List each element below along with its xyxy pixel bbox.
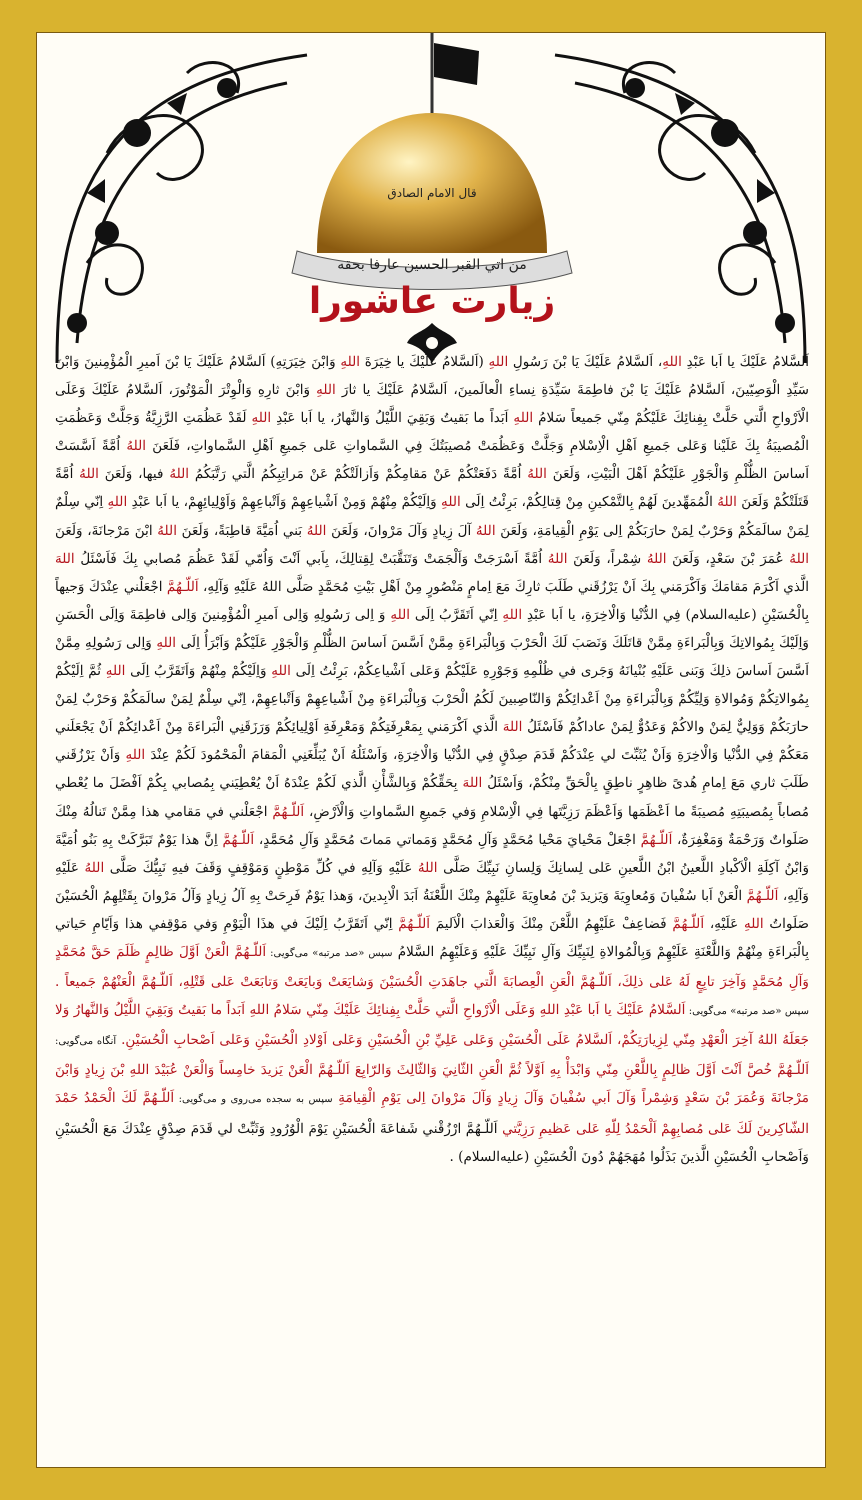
body-text: اجْعَلْ مَحْيايَ مَحْيا مُحَمَّدٍ وَآلِ مُحَمَّدٍ وَمَماتي مَماتَ مُحَمَّدٍ وَآلِ مُحَمَّدٍ،	[254, 831, 641, 848]
body-text: عَلَيْهِ وَآلِهِ في كُلِّ مَوْطِنٍ وَمَوْقِفٍ وَقَفَ فيهِ نَبِيُّكَ صَلَّى	[104, 859, 418, 876]
highlighted-text: اللهُ	[789, 550, 809, 567]
body-text: الَّذي اَكْرَمَ مَقامَكَ وَاَكْرَمَني بِكَ اَنْ يَرْزُقَني طَلَبَ ثارِكَ مَعَ اِمامٍ مَنْصُورٍ مِنْ اَهْلِ بَيْتِ مُحَمَّدٍ صَلَّى اللهُ عَلَيْهِ وَآلِهِ،	[198, 578, 809, 595]
dome-top-calligraphy: قال الامام الصادق	[387, 186, 477, 200]
highlighted-text: اللهُ	[417, 859, 438, 876]
highlighted-text: اللهِ	[662, 354, 682, 370]
body-text: ثُمَّ اِلَيْكُمْ بِمُوالاتِكُمْ وَمُوالاةِ وَلِيِّكُمْ وَبِالْبَراءَةِ مِنْ اَعْدائِكُمْ وَالنّاصِبينَ لَكُمُ الْحَرْبَ وَبِالْبَراءَةِ مِنْ اَشْياعِهِمْ وَاَتْباعِهِمْ، اِنّي سِلْمٌ لِمَنْ سالَمَكُمْ وَحَرْبٌ لِمَنْ حارَبَكُمْ وَوَلِيٌّ لِمَنْ والاكُمْ وَعَدُوٌّ لِمَنْ عاداكُمْ فَاَسْئَلُ	[55, 663, 809, 736]
body-text: بَني اُمَيَّةَ قاطِبَةً، وَلَعَنَ	[176, 522, 307, 539]
highlighted-text: اللهُ	[547, 550, 568, 567]
body-text: اَلسَّلامُ عَلَيْكَ يا اَبا عَبْدِ	[681, 354, 809, 370]
highlighted-text: اللهِ	[125, 747, 146, 764]
highlighted-text: اللهَ	[502, 719, 523, 736]
highlighted-text: اللهِ	[316, 382, 336, 399]
body-text: وَاِلَيْكُمْ مِنْهُمْ وَاَتَقَرَّبُ اِلَى	[125, 663, 272, 680]
body-text: فَضاعِفْ عَلَيْهِمُ اللَّعْنَ مِنْكَ وَالْعَذابَ الْاَليمَ	[430, 915, 673, 932]
body-text: وَاَنْ يَرْزُقَني طَلَبَ ثاري مَعَ اِمامِ هُدىً ظاهِرٍ ناطِقٍ بِالْحَقِّ مِنْكُمْ، وَاَسْئَلُ	[55, 747, 809, 792]
body-text: (اَلسَّلامُ عَلَيْكَ يا خِيَرَةَ	[360, 354, 489, 370]
body-text: فيها، وَلَعَنَ	[98, 466, 170, 483]
highlighted-text: اللهِ	[105, 663, 126, 680]
highlighted-text: اللهُ	[169, 466, 190, 483]
highlighted-text: اَللّـهُمَّ	[640, 831, 673, 848]
highlighted-text: اللهِ	[488, 354, 509, 370]
highlighted-text: اللهِ	[441, 494, 461, 511]
page-title: زيارت عاشورا	[308, 281, 556, 322]
instruction-note: سپس «صد مرتبه» مى‌گويى:	[266, 947, 393, 959]
highlighted-text: اللهِ	[340, 354, 361, 370]
body-text: وَاِلَيْكُمْ مِنْهُمْ وَمِنْ اَشْياعِهِمْ وَاَتْباعِهِمْ وَاَوْلِيائِهِمْ، يا اَبا عَبْدِ	[127, 494, 442, 511]
highlighted-text: اَللّـهُمَّ لَكَ الْحَمْدُ حَمْدَ الشّاكِرينَ لَكَ عَلى مُصابِهِمْ اَلْحَمْدُ لِلّهِ عَلى عَظيمِ رَزِيَّتي	[55, 1090, 809, 1137]
instruction-note: سپس به سجده مى‌روى و مى‌گويى:	[174, 1094, 333, 1106]
body-text: ، اَلسَّلامُ عَلَيْكَ يَا بْنَ رَسُولِ	[508, 354, 663, 370]
highlighted-text: اللهِ	[502, 606, 523, 623]
highlighted-text: اَللّـهُمَّ الْعَنْ اَوَّلَ ظالِمٍ ظَلَمَ حَقَّ مُحَمَّدٍ وَآلِ مُحَمَّدٍ وَآخِرَ تابِعٍ لَهُ عَلى ذلِكَ، اَللّـهُمَّ الْعَنِ الْعِصابَةَ الَّتي جاهَدَتِ الْحُسَيْنَ وَشايَعَتْ وَبايَعَتْ وَتابَعَتْ عَلى قَتْلِهِ، اَللّـهُمَّ الْعَنْهُمْ جَميعاً .	[55, 943, 809, 991]
highlighted-text: اللهِ	[743, 915, 764, 932]
body-text: الْعَنْ اَبا سُفْيانَ وَمُعاوِيَةَ وَيَزيدَ بْنَ مُعاوِيَةَ عَلَيْهِمْ مِنْكَ اللَّعْنَةُ اَبَدَ الْابِدينَ، وَهذا يَوْمٌ فَرِحَتْ بِهِ آلُ زِيادٍ وَآلُ مَرْوانَ بِقَتْلِهِمُ الْحُسَيْنَ صَلَواتُ	[55, 887, 809, 932]
body-text: اِنّي اَتَقَرَّبُ اِلَى	[410, 606, 503, 623]
highlighted-text: اللهُ	[126, 438, 147, 455]
highlighted-text: اَللّـهُمَّ	[166, 578, 199, 595]
highlighted-text: اَلسَّلامُ عَلَيْكَ يا اَبا عَبْدِ اللهِ وَعَلَى الْاَرْواحِ الَّتي حَلَّتْ بِفِنائِكَ عَلَيْكَ مِنّي سَلامُ اللهِ اَبَداً ما بَقيتُ وَبَقِيَ اللَّيْلُ وَالنَّهارُ وَلا جَعَلَهُ اللهُ آخِرَ الْعَهْدِ مِنّي لِزِيارَتِكُمْ، اَلسَّلامُ عَلَى الْحُسَيْنِ وَعَلى عَلِيِّ بْنِ الْحُسَيْنِ وَعَلى اَوْلادِ الْحُسَيْنِ وَعَلى اَصْحابِ الْحُسَيْنِ.	[55, 1002, 809, 1049]
body-text: عَلَيْهِ وَآلِهِ،	[55, 859, 809, 904]
body-text: اجْعَلْني في مَقامي هذا مِمَّنْ تَنالُهُ مِنْكَ صَلَواتٌ وَرَحْمَةٌ وَمَغْفِرَةٌ،	[55, 803, 809, 848]
highlighted-text: اَللّـهُمَّ	[672, 915, 705, 932]
body-text: اُمَّةً اَسْرَجَتْ وَاَلْجَمَتْ وَتَنَقَّبَتْ لِقِتالِكَ، بِاَبي اَنْتَ وَاُمّي لَقَدْ عَظُمَ مُصابي بِكَ فَاَسْئَلُ	[74, 550, 548, 567]
highlighted-text: اللهَ	[462, 775, 483, 792]
body-text: اجْعَلْني عِنْدَكَ وَجيهاً بِالْحُسَيْنِ (عليه‌السلام) فِي الدُّنْيا وَالْاخِرَةِ، يا اَبا عَبْدِ	[55, 578, 809, 623]
highlighted-text: اللهُ	[84, 859, 105, 876]
body-text: لَقَدْ عَظُمَتِ الرَّزِيَّةُ وَجَلَّتْ وَعَظُمَتِ الْمُصيبَةُ بِكَ عَلَيْنا وَعَلى جَميعِ اَهْلِ الْاِسْلامِ وَجَلَّتْ وَعَظُمَتْ مُصيبَتُكَ فِي السَّماواتِ عَلى جَميعِ اَهْلِ السَّماواتِ، فَلَعَنَ	[55, 410, 809, 455]
body-text: اِنَّ هذا يَوْمٌ تَبَرَّكَتْ بِهِ بَنُو اُمَيَّةَ وَابْنُ آكِلَةِ الْاَكْبادِ اللَّعينُ ابْنُ اللَّعينِ عَلى لِسانِكَ وَلِسانِ نَبِيِّكَ صَلَّى	[55, 831, 809, 876]
body-text: الَّذي اَكْرَمَني بِمَعْرِفَتِكُمْ وَمَعْرِفَةِ اَوْلِيائِكُمْ وَرَزَقَنِي الْبَراءَةَ مِنْ اَعْدائِكُمْ اَنْ يَجْعَلَني مَعَكُمْ فِي الدُّنْيا وَالْاخِرَةِ وَاَنْ يُثَبِّتَ لي عِنْدَكُمْ قَدَمَ صِدْقٍ فِي الدُّنْيا وَالْاخِرَةِ، وَاَسْئَلُهُ اَنْ يُبَلِّغَنِي الْمَقامَ الْمَحْمُودَ لَكُمْ عِنْدَ	[55, 719, 809, 764]
body-text: اُمَّةً قَتَلَتْكُمْ وَلَعَنَ	[55, 466, 809, 511]
body-text: وَابْنَ خِيَرَتِهِ) اَلسَّلامُ عَلَيْكَ يَا بْنَ اَميرِ الْمُؤْمِنينَ وَابْنَ سَيِّدِ الْوَصِيّينَ، اَلسَّلامُ عَلَيْكَ يَا بْنَ فاطِمَةَ سَيِّدَةِ نِساءِ الْعالَمينَ، اَلسَّلامُ عَلَيْكَ يا ثارَ	[55, 354, 809, 399]
instruction-note: آنگاه مى‌گويى:	[55, 1036, 117, 1048]
highlighted-text: اللهِ	[271, 663, 291, 680]
body-text: بِحَقِّكُمْ وَبِالشَّأْنِ الَّذي لَكُمْ عِنْدَهُ اَنْ يُعْطِيَني بِمُصابي بِكُمْ اَفْضَلَ ما يُعْطي مُصاباً بِمُصيبَتِهِ مُصيبَةً ما اَعْظَمَها وَاَعْظَمَ رَزِيَّتَها فِي الْاِسْلامِ وَفي جَميعِ السَّماواتِ وَالْاَرْضِ،	[55, 775, 809, 820]
body-text: وَابْنَ ثارِهِ وَالْوِتْرَ الْمَوْتُورَ، اَلسَّلامُ عَلَيْكَ وَعَلَى الْاَرْواحِ الَّتي حَلَّتْ بِفِنائِكَ عَلَيْكُمْ مِنّي جَميعاً سَلامُ	[55, 382, 809, 427]
highlighted-text: اَللّـهُمَّ خُصَّ اَنْتَ اَوَّلَ ظالِمٍ بِاللَّعْنِ مِنّي وَابْدَأْ بِهِ اَوَّلاً ثُمَّ الْعَنِ الثّانِيَ وَالثّالِثَ وَالرّابِعَ اَللّـهُمَّ الْعَنْ يَزيدَ خامِساً وَالْعَنْ عُبَيْدَ اللهِ بْنَ زِيادٍ وَابْنَ مَرْجانَةَ وَعُمَرَ بْنَ سَعْدٍ وَشِمْراً وَآلَ اَبي سُفْيانَ وَآلَ زِيادٍ وَآلَ مَرْوانَ اِلى يَوْمِ الْقِيامَةِ	[55, 1062, 809, 1107]
highlighted-text: اللهُ	[306, 522, 327, 539]
highlighted-text: اللهَ	[55, 550, 75, 567]
highlighted-text: اللهُ	[646, 550, 667, 567]
body-text: عُمَرَ بْنَ سَعْدٍ، وَلَعَنَ	[666, 550, 790, 567]
body-text: اِنّي اَتَقَرَّبُ اِلَيْكَ في هذَا الْيَوْمِ وَفي مَوْقِفي هذا وَاَيّامِ حَياتي بِالْبَراءَةِ مِنْهُمْ وَاللَّعْنَةِ عَلَيْهِمْ وَبِالْمُوالاةِ لِنَبِيِّكَ وَآلِ نَبِيِّكَ عَلَيْهِ وَعَلَيْهِمُ السَّلامُ	[55, 915, 809, 960]
highlighted-text: اللهُ	[157, 522, 177, 539]
body-text: اَبَداً ما بَقيتُ وَبَقِيَ اللَّيْلُ وَالنَّهارُ، يا اَبا عَبْدِ	[271, 410, 514, 427]
body-text: اِنّي سِلْمٌ لِمَنْ سالَمَكُمْ وَحَرْبٌ لِمَنْ حارَبَكُمْ اِلى يَوْمِ الْقِيامَةِ، وَلَعَنَ	[55, 494, 809, 539]
body-text: ابْنَ مَرْجانَةَ، وَلَعَنَ	[55, 522, 158, 539]
instruction-note: سپس «صد مرتبه» مى‌گويى:	[685, 1006, 809, 1018]
highlighted-text: اللهِ	[156, 634, 177, 651]
highlighted-text: اللهُ	[717, 494, 737, 511]
highlighted-text: اَللّـهُمَّ	[398, 915, 430, 932]
highlighted-text: اللهُ	[79, 466, 99, 483]
black-flag-icon	[434, 43, 479, 85]
highlighted-text: اللهِ	[107, 494, 128, 511]
content-panel	[36, 32, 826, 1468]
highlighted-text: اللهِ	[251, 410, 272, 427]
body-text: آلَ زِيادٍ وَآلَ مَرْوانَ، وَلَعَنَ	[326, 522, 476, 539]
dome-band-calligraphy: من اتي القبر الحسين عارفا بحقه	[337, 257, 527, 273]
body-text: الْمُمَهِّدينَ لَهُمْ بِالتَّمْكينِ مِنْ قِتالِكُمْ، بَرِئْتُ اِلَى	[460, 494, 718, 511]
highlighted-text: اللهِ	[513, 410, 534, 427]
body-text: اَللّـهُمَّ ارْزُقْني شَفاعَةَ الْحُسَيْنِ يَوْمَ الْوُرُودِ وَثَبِّتْ لي قَدَمَ صِدْقٍ عِنْدَكَ مَعَ الْحُسَيْنِ وَاَصْحابِ الْحُسَيْنِ الَّذينَ بَذَلُوا مُهَجَهُمْ دُونَ الْحُسَيْنِ (عليه‌السلام) .	[55, 1120, 809, 1165]
body-text: وَ اِلى رَسُولِهِ وَاِلى اَميرِ الْمُؤْمِنينَ وَاِلى فاطِمَةَ وَاِلَى الْحَسَنِ وَاِلَيْكَ بِمُوالاتِكَ وَبِالْبَراءَةِ مِمَّنْ قاتَلَكَ وَنَصَبَ لَكَ الْحَرْبَ وَبِالْبَراءَةِ مِمَّنْ اَسَّسَ اَساسَ الظُّلْمِ وَالْجَوْرِ عَلَيْكُمْ وَاَبْرَأُ اِلَى	[55, 606, 809, 651]
highlighted-text: اَللّـهُمَّ	[272, 803, 305, 820]
ziyarat-text	[55, 348, 809, 1453]
body-text: عَلَيْهِ،	[704, 915, 744, 932]
highlighted-text: اللهُ	[475, 522, 496, 539]
highlighted-text: اللهُ	[527, 466, 547, 483]
highlighted-text: اَللّـهُمَّ	[222, 831, 255, 848]
body-text: اُمَّةً دَفَعَتْكُمْ عَنْ مَقامِكُمْ وَاَزالَتْكُمْ عَنْ مَراتِبِكُمُ الَّتي رَتَّبَكُمُ	[189, 466, 528, 483]
highlighted-text: اللهِ	[390, 606, 411, 623]
body-text: اُمَّةً اَسَّسَتْ اَساسَ الظُّلْمِ وَالْجَوْرِ عَلَيْكُمْ اَهْلَ الْبَيْتِ، وَلَعَنَ	[55, 438, 809, 483]
body-text: وَاِلى رَسُولِهِ مِمَّنْ اَسَّسَ اَساسَ ذلِكَ وَبَنى عَلَيْهِ بُنْيانَهُ وَجَرى في ظُلْمِهِ وَجَوْرِهِ عَلَيْكُمْ وَعَلى اَشْياعِكُمْ، بَرِئْتُ اِلَى	[55, 634, 809, 680]
highlighted-text: اَللّـهُمَّ	[746, 887, 779, 904]
body-text: شِمْراً، وَلَعَنَ	[567, 550, 647, 567]
